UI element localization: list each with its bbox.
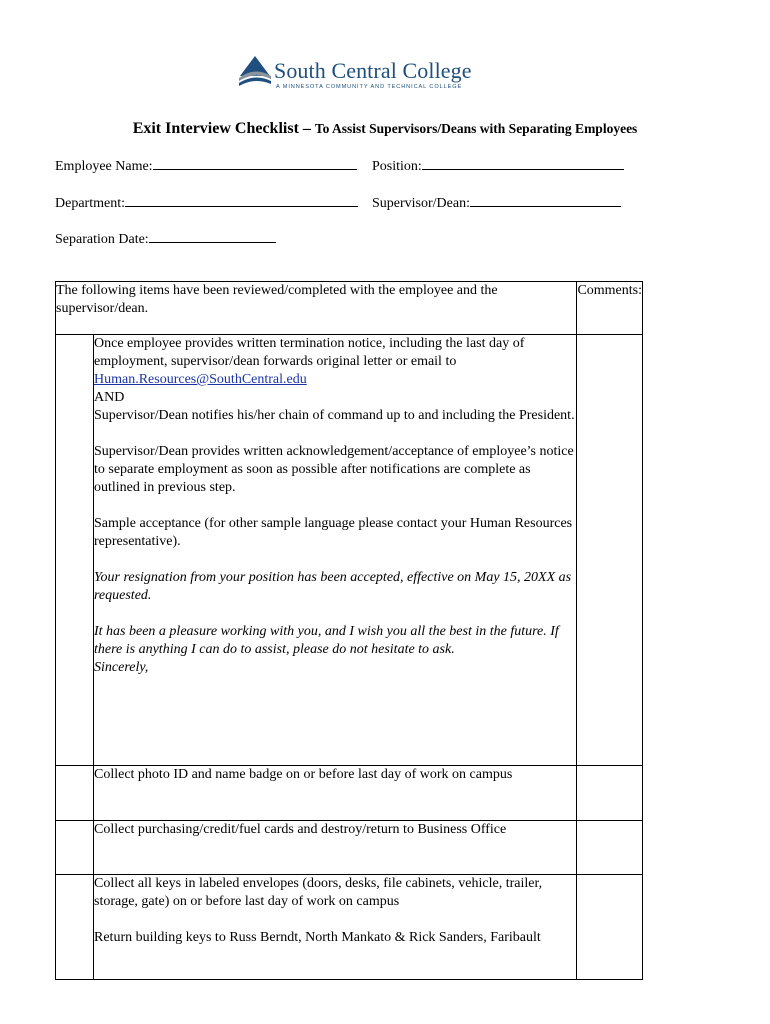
checklist-item [94,335,577,766]
supervisor-field [372,193,621,212]
table-header: The following items have been reviewed/completed with the employee and the supervisor/dean. [56,282,577,335]
cards-step: Collect purchasing/credit/fuel cards and destroy/return to Business Office [94,822,507,837]
comments-cell[interactable] [577,335,643,766]
supervisor-input[interactable] [470,193,621,207]
comments-cell[interactable] [577,821,643,875]
logo-name: South Central College [274,58,472,83]
checklist-item [94,821,577,875]
checkbox-cell[interactable] [56,766,94,821]
acknowledgement-step: Supervisor/Dean provides written acknowledgement/acceptance of employee’s notice to separate employment as soon as possible after notifications are complete as outlined in previous step. [94,444,574,495]
notice-text: Once employee provides written termination notice, including the last day of employment, supervisor/dean forwards original letter or email to [94,336,525,369]
department-input[interactable] [125,193,358,207]
comments-cell[interactable] [577,766,643,821]
sample-letter-text: Your resignation from your position has been accepted, effective on May 15, 20XX as requested. [94,570,572,603]
checklist-item [94,875,577,980]
employee-name-field [55,156,357,175]
hr-email-link[interactable]: Human.Resources@SouthCentral.edu [94,372,307,387]
photo-id-step: Collect photo ID and name badge on or before last day of work on campus [94,767,513,782]
logo-tagline: A MINNESOTA COMMUNITY AND TECHNICAL COLLEGE [276,84,463,90]
position-input[interactable] [422,156,624,170]
checkbox-cell[interactable] [56,875,94,980]
sample-acceptance-note: Sample acceptance (for other sample language please contact your Human Resources representative). [94,516,573,549]
position-label: Position: [372,159,422,174]
comments-cell[interactable] [577,875,643,980]
and-text: AND [94,390,125,405]
page-title [0,120,770,138]
closing-sign: Sincerely, [94,660,149,675]
employee-name-label: Employee Name: [55,159,153,174]
department-label: Department: [55,196,125,211]
supervisor-label: Supervisor/Dean: [372,196,470,211]
checklist-item [94,766,577,821]
separation-date-label: Separation Date: [55,232,149,247]
notice-step [94,335,576,425]
notify-text: Supervisor/Dean notifies his/her chain of command up to and including the President. [94,408,575,423]
department-field [55,193,358,212]
checklist-table [55,281,643,980]
separation-date-input[interactable] [149,229,276,243]
return-keys-step: Return building keys to Russ Berndt, North Mankato & Rick Sanders, Faribault [94,930,541,945]
checkbox-cell[interactable] [56,335,94,766]
closing-text: It has been a pleasure working with you, and I wish you all the best in the future. If there is anything I can do to assist, please do not hesitate to ask. [94,624,559,657]
comments-header: Comments: [577,282,643,335]
college-logo [238,52,518,96]
title-main: Exit Interview Checklist – [132,120,311,137]
sample-closing [94,623,576,677]
checkbox-cell[interactable] [56,821,94,875]
logo-mark-icon [238,54,272,90]
employee-name-input[interactable] [153,156,357,170]
title-sub: To Assist Supervisors/Deans with Separating Employees [314,121,638,136]
keys-step: Collect all keys in labeled envelopes (doors, desks, file cabinets, vehicle, trailer, storage, gate) on or before last day of work on campus [94,876,543,909]
position-field [372,156,624,175]
separation-date-field [55,229,276,248]
